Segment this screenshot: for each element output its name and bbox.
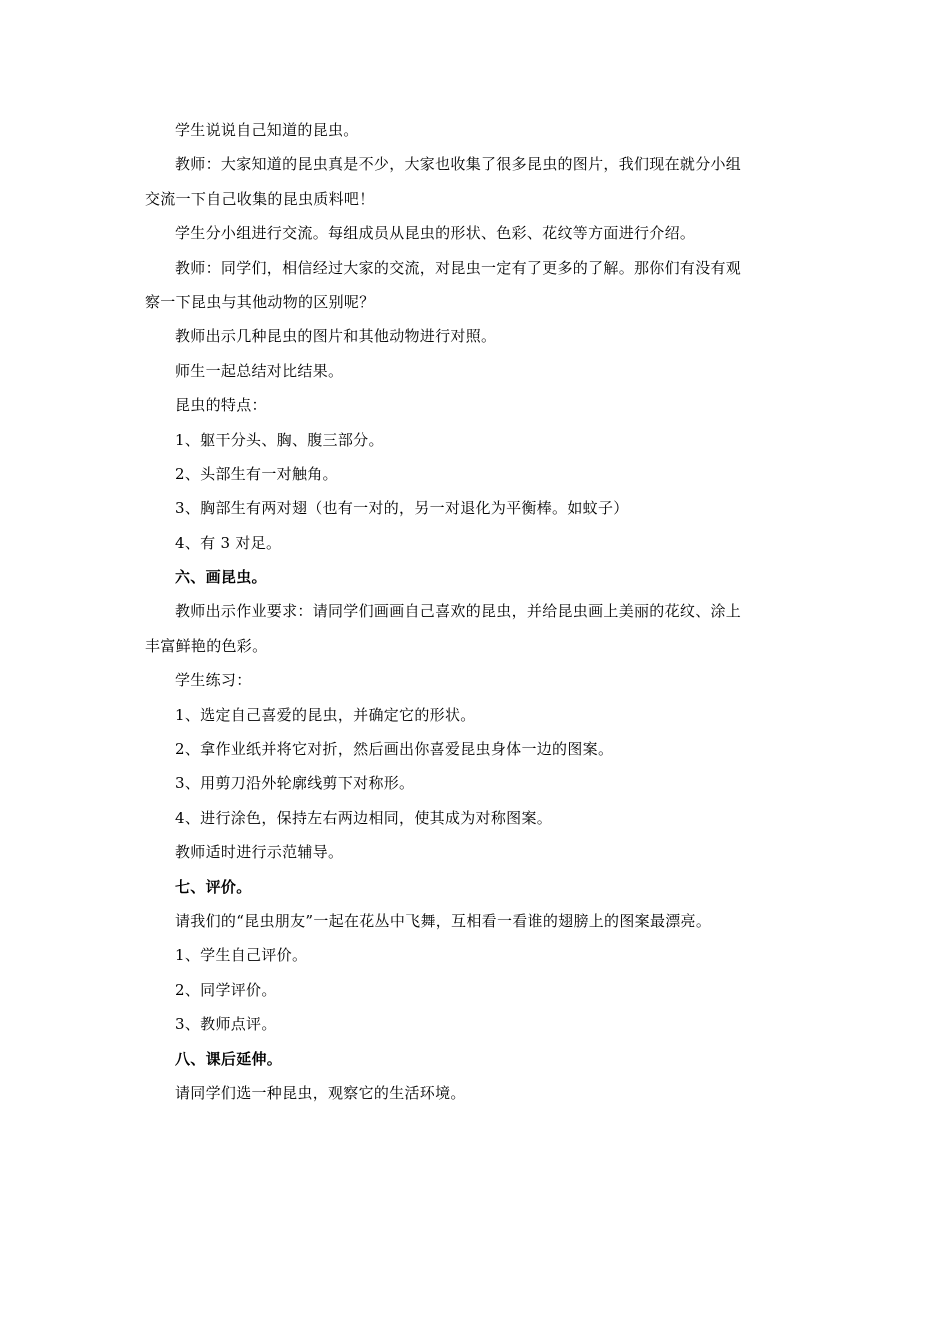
paragraph-line: 4、进行涂色，保持左右两边相同，使其成为对称图案。 xyxy=(175,808,553,827)
paragraph-line: 3、教师点评。 xyxy=(175,1015,277,1034)
paragraph-line: 师生一起总结对比结果。 xyxy=(175,361,344,380)
section-heading: 六、画昆虫。 xyxy=(175,568,267,587)
paragraph-line: 1、学生自己评价。 xyxy=(175,946,308,965)
paragraph-line: 交流一下自己收集的昆虫质料吧！ xyxy=(145,189,375,208)
paragraph-line: 教师：同学们，相信经过大家的交流，对昆虫一定有了更多的了解。那你们有没有观 xyxy=(175,258,742,277)
paragraph-line: 教师出示几种昆虫的图片和其他动物进行对照。 xyxy=(175,327,497,346)
paragraph-line: 2、拿作业纸并将它对折，然后画出你喜爱昆虫身体一边的图案。 xyxy=(175,740,614,759)
section-heading: 八、课后延伸。 xyxy=(175,1049,283,1068)
paragraph-line: 1、选定自己喜爱的昆虫，并确定它的形状。 xyxy=(175,705,476,724)
paragraph-line: 丰富鲜艳的色彩。 xyxy=(145,636,268,655)
paragraph-line: 请同学们选一种昆虫，观察它的生活环境。 xyxy=(175,1083,466,1102)
paragraph-line: 学生练习： xyxy=(175,671,252,690)
paragraph-line: 教师出示作业要求：请同学们画画自己喜欢的昆虫，并给昆虫画上美丽的花纹、涂上 xyxy=(175,602,742,621)
paragraph-line: 3、用剪刀沿外轮廓线剪下对称形。 xyxy=(175,774,415,793)
paragraph-line: 4、有 3 对足。 xyxy=(175,533,282,552)
paragraph-line: 昆虫的特点： xyxy=(175,396,267,415)
document-body xyxy=(145,113,810,1110)
paragraph-line: 教师：大家知道的昆虫真是不少，大家也收集了很多昆虫的图片，我们现在就分小组 xyxy=(175,155,742,174)
paragraph-line: 1、躯干分头、胸、腹三部分。 xyxy=(175,430,384,449)
paragraph-line: 3、胸部生有两对翅（也有一对的，另一对退化为平衡棒。如蚊子） xyxy=(175,499,629,518)
paragraph-line: 2、头部生有一对触角。 xyxy=(175,464,338,483)
paragraph-line: 察一下昆虫与其他动物的区别呢？ xyxy=(145,292,375,311)
section-heading: 七、评价。 xyxy=(175,877,252,896)
paragraph-line: 2、同学评价。 xyxy=(175,980,277,999)
paragraph-line: 请我们的“昆虫朋友”一起在花丛中飞舞，互相看一看谁的翅膀上的图案最漂亮。 xyxy=(175,911,712,930)
paragraph-line: 教师适时进行示范辅导。 xyxy=(175,843,344,862)
paragraph-line: 学生说说自己知道的昆虫。 xyxy=(175,121,359,139)
paragraph-line: 学生分小组进行交流。每组成员从昆虫的形状、色彩、花纹等方面进行介绍。 xyxy=(175,224,696,243)
